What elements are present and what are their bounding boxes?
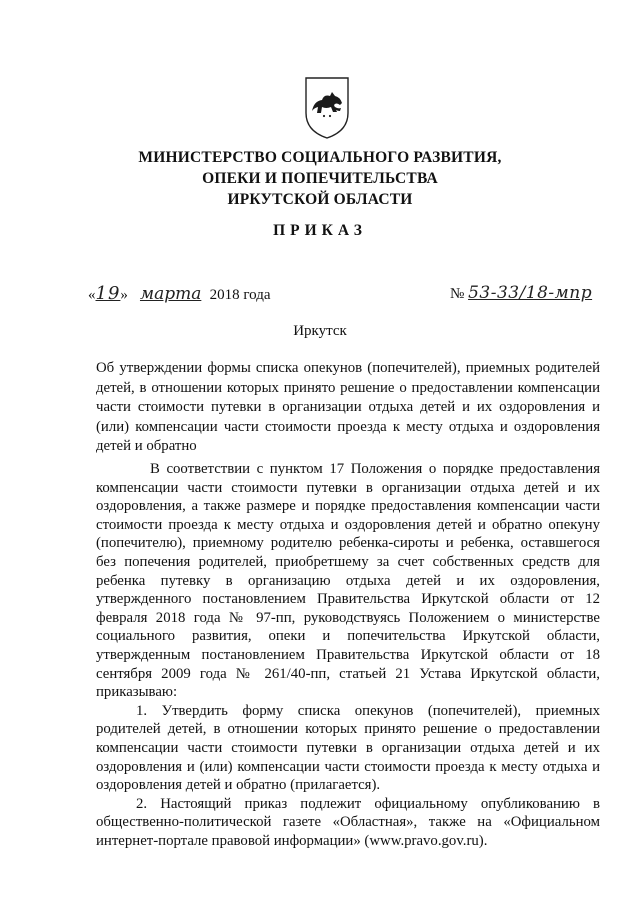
order-body (96, 460, 600, 850)
date-year: 2018 года (209, 287, 271, 303)
ministry-line-2: ОПЕКИ И ПОПЕЧИТЕЛЬСТВА (202, 170, 438, 187)
date-open-quote: « (88, 287, 96, 303)
number-handwritten: 53-33/18-мпр (468, 283, 593, 303)
date-day-handwritten: 19 (95, 283, 121, 304)
number-prefix: № (450, 286, 465, 302)
preamble-paragraph: В соответствии с пунктом 17 Положения о порядке предоставления компенсации части стоимости путевки в организации отдыха детей и их оздоровления, а также размере и порядке предоставления компенсации части стоимости проезда к месту отдыха и оздоровления детей и обратно опекуну (попечителю), приемному родителю ребенка-сироты и ребенка, оставшегося без попечения родителей, приобретшему за счет собственных средств для ребенка путевку в организацию отдыха детей и их оздоровления, утвержденного постановлением Правительства Иркутской области от 12 февраля 2018 года № 97-пп, руководствуясь Положением о министерстве социального развития, опеки и попечительства Иркутской области, утвержденным постановлением Правительства Иркутской области от 18 сентября 2009 года № 261/40-пп, статьей 21 Устава Иркутской области, приказываю: (96, 461, 600, 701)
coat-of-arms-icon (302, 75, 352, 140)
item-2-paragraph: 2. Настоящий приказ подлежит официальному опубликованию в общественно-политической газете «Областная», также на «Официальном интернет-портале правовой информации» (www.pravo.gov.ru). (96, 795, 600, 849)
date-close-quote: » (120, 287, 128, 303)
order-number (450, 283, 592, 303)
ministry-name (60, 147, 580, 210)
order-subject: Об утверждении формы списка опекунов (попечителей), приемных родителей детей, в отношении которых принято решение о предоставлении компенсации части стоимости путевки в организации отдыха детей и их оздоровления и (или) компенсации части стоимости проезда к месту отдыха и оздоровления детей и обратно (96, 360, 600, 454)
ministry-line-1: МИНИСТЕРСТВО СОЦИАЛЬНОГО РАЗВИТИЯ, (138, 149, 502, 166)
order-title: ПРИКАЗ (273, 222, 367, 239)
item-1-paragraph: 1. Утвердить форму списка опекунов (попечителей), приемных родителей детей, в отношении которых принято решение о предоставлении компенсации части стоимости путевки в организации отдыха детей и их оздоровления и (или) компенсации части стоимости проезда к месту отдыха и оздоровления детей и обратно (прилагается). (96, 702, 600, 794)
date-month-handwritten: марта (139, 284, 202, 304)
order-date (88, 283, 271, 304)
ministry-line-3: ИРКУТСКОЙ ОБЛАСТИ (227, 191, 413, 208)
city: Иркутск (293, 323, 347, 339)
